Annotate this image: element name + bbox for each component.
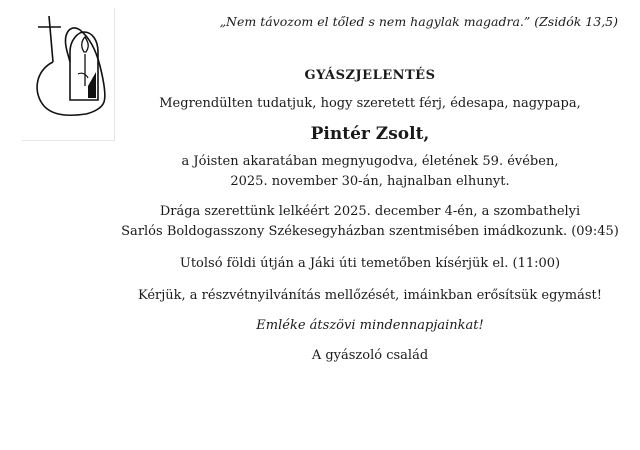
death-line-2: 2025. november 30-án, hajnalban elhunyt.: [230, 174, 510, 189]
mass-notice: [120, 202, 620, 242]
death-notice: [120, 152, 620, 192]
intro-text: Megrendülten tudatjuk, hogy szeretett férj, édesapa, nagypapa,: [159, 96, 581, 111]
signature: A gyászoló család: [311, 348, 429, 363]
mass-line-2: Sarlós Boldogasszony Székesegyházban szentmisében imádkozunk. (09:45): [121, 224, 619, 239]
mass-line-1: Drága szerettünk lelkéért 2025. december 4-én, a szombathelyi: [159, 204, 581, 219]
logo-panel: [22, 8, 115, 141]
deceased-name: Pintér Zsolt,: [310, 124, 430, 144]
bible-quote: „Nem távozom el tőled s nem hagylak magadra.” (Zsidók 13,5): [219, 14, 618, 29]
death-line-1: a Jóisten akaratában megnyugodva, életének 59. évében,: [181, 154, 559, 169]
page-title: GYÁSZJELENTÉS: [304, 68, 436, 83]
burial-notice: Utolsó földi útján a Jáki úti temetőben kísérjük el. (11:00): [179, 256, 561, 271]
memory-line: Emléke átszövi mindennapjainkat!: [256, 318, 484, 333]
heart-cross-logo-icon: [28, 12, 108, 132]
condolence-request: Kérjük, a részvétnyilvánítás mellőzését, imáinkban erősítsük egymást!: [137, 288, 602, 303]
obituary-body: [120, 68, 620, 366]
